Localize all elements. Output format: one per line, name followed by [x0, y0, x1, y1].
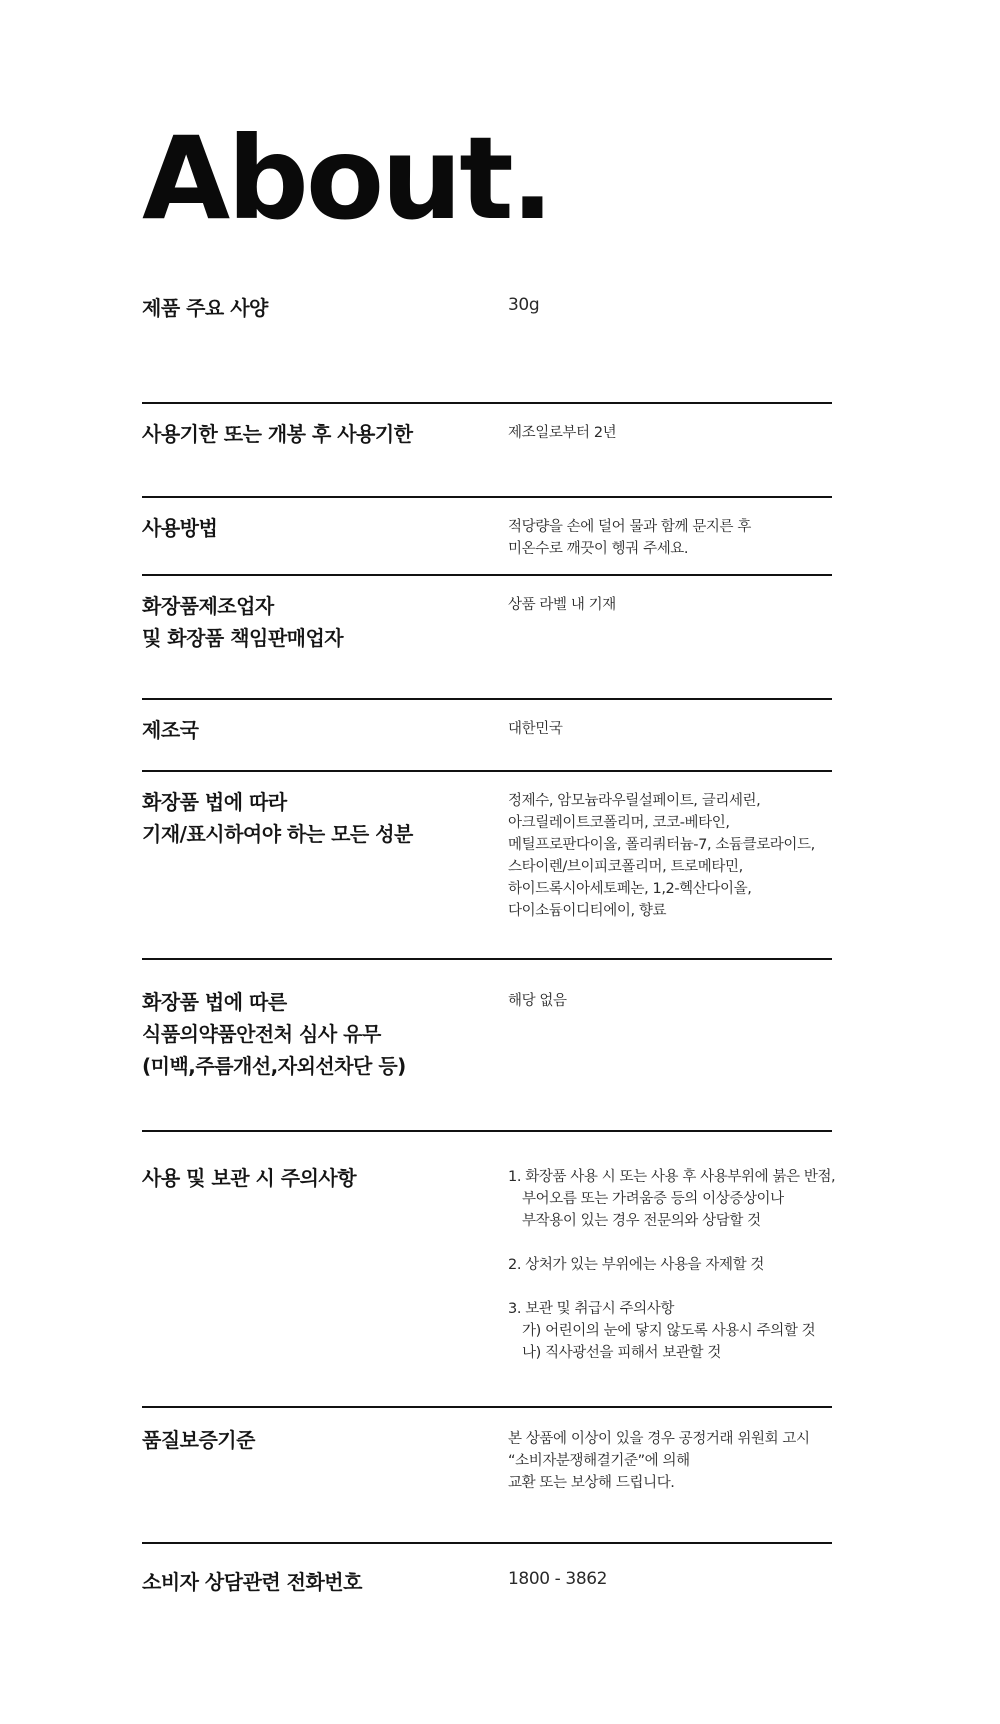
spacer [508, 1232, 848, 1254]
caution-subitem: 가) 어린이의 눈에 닿지 않도록 사용시 주의할 것 [522, 1323, 816, 1339]
page-title: About. [142, 112, 552, 245]
caution-item: 3. 보관 및 취급시 주의사항 [508, 1301, 674, 1317]
row-divider [142, 770, 832, 772]
spec-label: 사용기한 또는 개봉 후 사용기한 [142, 422, 413, 446]
spec-label: 사용 및 보관 시 주의사항 [142, 1166, 357, 1190]
row-divider [142, 1542, 832, 1544]
spec-value: 30g [508, 295, 540, 315]
spec-label: 소비자 상담관련 전화번호 [142, 1570, 362, 1594]
row-divider [142, 1406, 832, 1408]
spec-value: 대한민국 [508, 721, 563, 737]
caution-item: 2. 상처가 있는 부위에는 사용을 자제할 것 [508, 1257, 764, 1273]
spec-label: 사용방법 [142, 516, 218, 540]
caution-list [508, 1166, 848, 1364]
spec-label: 화장품제조업자 및 화장품 책임판매업자 [142, 594, 344, 650]
spacer [508, 1276, 848, 1298]
spec-label: 품질보증기준 [142, 1428, 255, 1452]
spec-label: 화장품 법에 따른 식품의약품안전처 심사 유무 (미백,주름개선,자외선차단 등) [142, 990, 406, 1078]
row-divider [142, 958, 832, 960]
spec-value: 정제수, 암모늄라우릴설페이트, 글리세린, 아크릴레이트코폴리머, 코코-베타인, 메틸프로판다이올, 폴리쿼터늄-7, 소듐클로라이드, 스타이렌/브이피코폴리머, 트로메타민, 하이드록시아세토페논, 1,2-헥산다이올, 다이소듐이디티에이, 향료 [508, 793, 815, 919]
caution-item-continuation: 부어오름 또는 가려움증 등의 이상증상이나 [522, 1191, 784, 1207]
spec-value: 적당량을 손에 덜어 물과 함께 문지른 후 미온수로 깨끗이 헹궈 주세요. [508, 519, 751, 557]
spec-label: 화장품 법에 따라 기재/표시하여야 하는 모든 성분 [142, 790, 413, 846]
row-divider [142, 496, 832, 498]
spec-label: 제조국 [142, 718, 199, 742]
spec-label: 제품 주요 사양 [142, 296, 268, 320]
row-divider [142, 402, 832, 404]
spec-value: 제조일로부터 2년 [508, 425, 617, 441]
caution-subitem: 나) 직사광선을 피해서 보관할 것 [522, 1345, 721, 1361]
spec-value: 상품 라벨 내 기재 [508, 597, 616, 613]
spec-value: 해당 없음 [508, 993, 567, 1009]
row-divider [142, 574, 832, 576]
phone-number: 1800 - 3862 [508, 1569, 608, 1589]
row-divider [142, 1130, 832, 1132]
row-divider [142, 698, 832, 700]
spec-value: 본 상품에 이상이 있을 경우 공정거래 위원회 고시 “소비자분쟁해결기준”에 의해 교환 또는 보상해 드립니다. [508, 1431, 810, 1491]
caution-item-continuation: 부작용이 있는 경우 전문의와 상담할 것 [522, 1213, 761, 1229]
caution-item: 1. 화장품 사용 시 또는 사용 후 사용부위에 붉은 반점, [508, 1169, 836, 1185]
